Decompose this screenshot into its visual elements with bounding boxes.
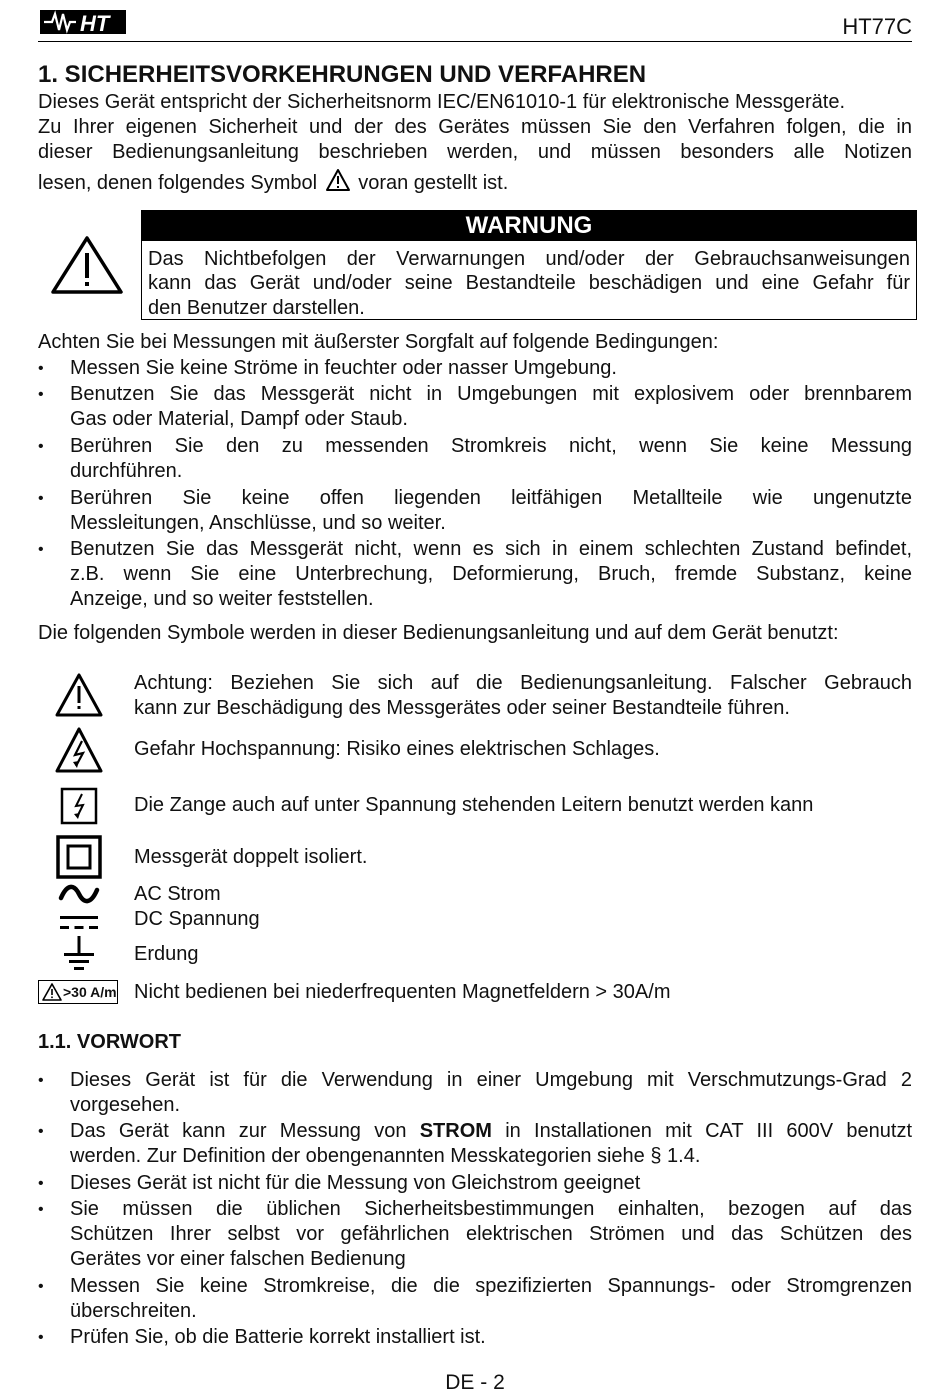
foreword-5-line-1: Messen Sie keine Stromkreise, die die spezifizierten Spannungs- oder Stromgrenzen xyxy=(70,1275,912,1297)
brand-logo xyxy=(40,7,126,37)
warning-title: WARNUNG xyxy=(142,211,916,241)
foreword-2-part-b: in Installationen mit CAT III 600V benutzt xyxy=(505,1120,912,1142)
logo-text: HT xyxy=(80,11,110,36)
symbol-dc: DC Spannung xyxy=(134,908,260,930)
page-number: DE - 2 xyxy=(445,1371,505,1394)
foreword-4-line-2: Schützen Ihrer selbst vor gefährlichen elektrischen Strömen und das Schützen des xyxy=(70,1223,912,1245)
foreword-4-line-1: Sie müssen die üblichen Sicherheitsbestimmungen einhalten, bezogen auf das xyxy=(70,1198,912,1220)
foreword-2-line-2: werden. Zur Definition der obengenannten Messkategorien siehe § 1.4. xyxy=(70,1145,701,1167)
symbols-lead: Die folgenden Symbole werden in dieser Bedienungsanleitung und auf dem Gerät benutzt: xyxy=(38,622,839,644)
warning-icon xyxy=(50,235,124,295)
live-conductor-icon xyxy=(59,786,99,826)
high-voltage-icon xyxy=(54,726,104,774)
condition-4-line-2: Messleitungen, Anschlüsse, und so weiter. xyxy=(70,512,446,534)
foreword-2-bold: STROM xyxy=(419,1120,492,1142)
section-title: 1. SICHERHEITSVORKEHRUNGEN UND VERFAHREN xyxy=(38,61,647,88)
ac-icon xyxy=(58,882,100,906)
bullet-dot: • xyxy=(38,438,44,455)
header-divider xyxy=(38,41,912,42)
caution-icon xyxy=(54,672,104,718)
bullet-dot: • xyxy=(38,386,44,403)
foreword-1-line-1: Dieses Gerät ist für die Verwendung in einer Umgebung mit Verschmutzungs-Grad 2 xyxy=(70,1069,912,1091)
foreword-2-line-1 xyxy=(70,1119,912,1144)
bullet-dot: • xyxy=(38,1329,44,1346)
magnetic-field-icon xyxy=(38,980,118,1004)
foreword-1-line-2: vorgesehen. xyxy=(70,1094,181,1116)
earth-ground-icon xyxy=(62,935,96,973)
document-id: HT77C xyxy=(842,14,912,39)
condition-5-line-1: Benutzen Sie das Messgerät nicht, wenn es sich in einem schlechten Zustand befindet, xyxy=(70,538,912,560)
condition-1: Messen Sie keine Ströme in feuchter oder nasser Umgebung. xyxy=(70,357,617,379)
symbol-double-insulation: Messgerät doppelt isoliert. xyxy=(134,846,368,868)
bullet-dot: • xyxy=(38,1072,44,1089)
conditions-lead: Achten Sie bei Messungen mit äußerster Sorgfalt auf folgende Bedingungen: xyxy=(38,331,719,353)
magnetic-field-icon-text: >30 A/m xyxy=(63,984,117,1000)
intro-line-2: Zu Ihrer eigenen Sicherheit und der des Gerätes müssen Sie den Verfahren folgen, die in xyxy=(38,116,912,138)
symbol-high-voltage: Gefahr Hochspannung: Risiko eines elektrischen Schlages. xyxy=(134,738,660,760)
foreword-4-line-3: Gerätes vor einer falschen Bedienung xyxy=(70,1248,406,1270)
condition-3-line-2: durchführen. xyxy=(70,460,183,482)
inline-warning-icon xyxy=(325,168,351,192)
warning-box xyxy=(141,210,917,320)
symbol-live-conductor: Die Zange auch auf unter Spannung stehenden Leitern benutzt werden kann xyxy=(134,794,814,816)
foreword-2-part-a: Das Gerät kann zur Messung von xyxy=(70,1120,407,1142)
symbol-caution-line-2: kann zur Beschädigung des Messgerätes oder seiner Bestandteile führen. xyxy=(134,697,790,719)
condition-2-line-1: Benutzen Sie das Messgerät nicht in Umgebungen mit explosivem oder brennbarem xyxy=(70,383,912,405)
double-insulation-icon xyxy=(56,835,102,879)
foreword-5-line-2: überschreiten. xyxy=(70,1300,197,1322)
bullet-dot: • xyxy=(38,1175,44,1192)
symbol-caution-line-1: Achtung: Beziehen Sie sich auf die Bedienungsanleitung. Falscher Gebrauch xyxy=(134,672,912,694)
symbol-earth: Erdung xyxy=(134,943,199,965)
bullet-dot: • xyxy=(38,490,44,507)
warning-line-2: kann das Gerät und/oder seine Bestandteile beschädigen und eine Gefahr für xyxy=(148,272,910,294)
condition-4-line-1: Berühren Sie keine offen liegenden leitfähigen Metallteile wie ungenutzte xyxy=(70,487,912,509)
dc-icon xyxy=(58,913,100,933)
warning-line-1: Das Nichtbefolgen der Verwarnungen und/oder der Gebrauchsanweisungen xyxy=(148,248,910,270)
bullet-dot: • xyxy=(38,1201,44,1218)
condition-5-line-3: Anzeige, und so weiter feststellen. xyxy=(70,588,374,610)
symbol-ac: AC Strom xyxy=(134,883,221,905)
condition-2-line-2: Gas oder Material, Dampf oder Staub. xyxy=(70,408,408,430)
intro-line-4 xyxy=(38,168,912,196)
condition-5-line-2: z.B. wenn Sie eine Unterbrechung, Deformierung, Bruch, fremde Substanz, keine xyxy=(70,563,912,585)
foreword-6: Prüfen Sie, ob die Batterie korrekt installiert ist. xyxy=(70,1326,486,1348)
bullet-dot: • xyxy=(38,360,44,377)
bullet-dot: • xyxy=(38,541,44,558)
intro-line-4b: voran gestellt ist. xyxy=(358,172,509,194)
bullet-dot: • xyxy=(38,1278,44,1295)
bullet-dot: • xyxy=(38,1123,44,1140)
intro-line-1: Dieses Gerät entspricht der Sicherheitsnorm IEC/EN61010-1 für elektronische Messgeräte. xyxy=(38,91,846,113)
symbol-magnetic-field: Nicht bedienen bei niederfrequenten Magnetfeldern > 30A/m xyxy=(134,981,671,1003)
warning-line-3: den Benutzer darstellen. xyxy=(148,297,365,319)
intro-line-3: dieser Bedienungsanleitung beschrieben werden, und müssen besonders alle Notizen xyxy=(38,141,912,163)
foreword-3: Dieses Gerät ist nicht für die Messung von Gleichstrom geeignet xyxy=(70,1172,641,1194)
intro-line-4a: lesen, denen folgendes Symbol xyxy=(38,172,318,194)
condition-3-line-1: Berühren Sie den zu messenden Stromkreis nicht, wenn Sie keine Messung xyxy=(70,435,912,457)
foreword-heading: 1.1. VORWORT xyxy=(38,1031,181,1053)
